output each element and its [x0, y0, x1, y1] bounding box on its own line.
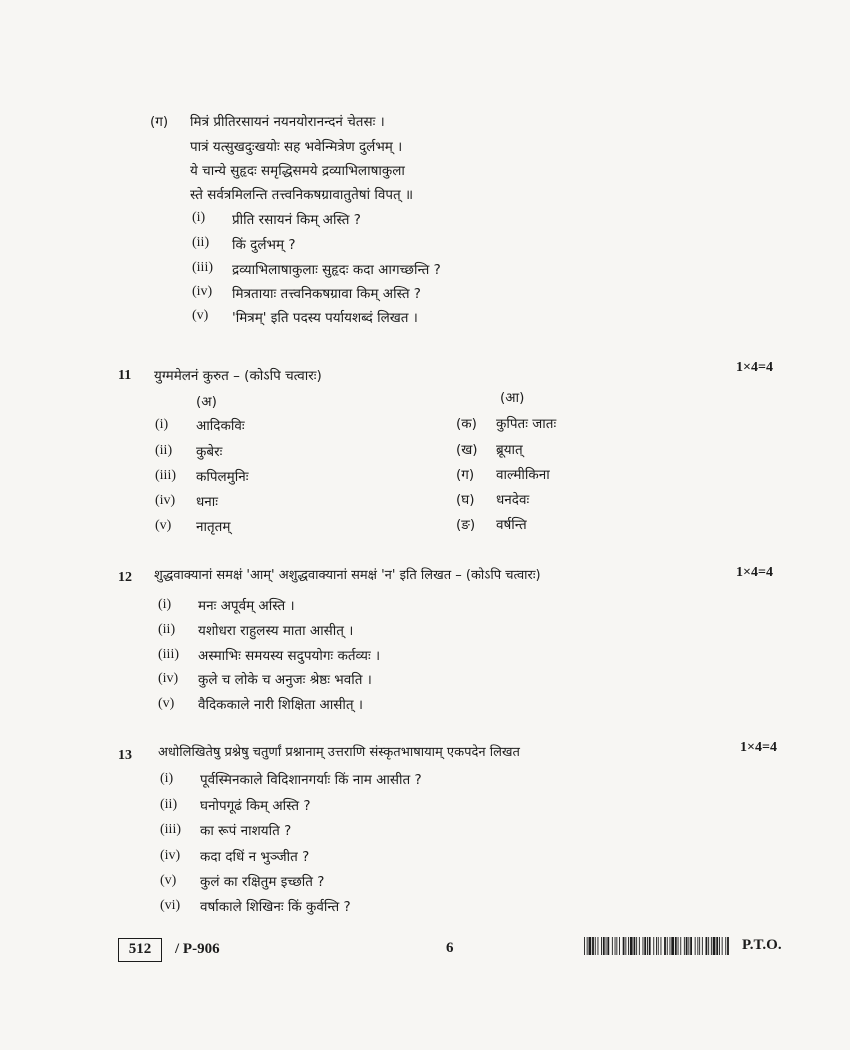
verse-line-3: ये चान्ये सुहृदः समृद्धिसमये द्रव्याभिलाषाकुला: [190, 163, 405, 179]
q13-item-text: घनोपगूढं किम् अस्ति ?: [200, 798, 311, 814]
q13-item-num: (i): [160, 771, 174, 786]
col-a-text: कुबेरः: [196, 444, 223, 460]
col-b-text: वर्षन्ति: [496, 517, 527, 533]
q13-item-num: (vi): [160, 898, 181, 913]
verse-line-4: स्ते सर्वत्रमिलन्ति तत्त्वनिकषग्रावातुतेषां विपत् ॥: [190, 187, 414, 203]
col-b-num: (घ): [456, 492, 475, 508]
col-b-heading: (आ): [500, 390, 525, 406]
q12-item-num: (iv): [158, 671, 179, 686]
col-a-num: (v): [155, 518, 172, 533]
q11-marks: 1×4=4: [736, 360, 773, 375]
col-b-text: कुपितः जातः: [496, 416, 557, 432]
q10-item-text: प्रीति रसायनं किम् अस्ति ?: [232, 212, 361, 228]
col-a-heading: (अ): [196, 394, 217, 410]
q11-number: 11: [118, 368, 132, 383]
verse-line-1: मित्रं प्रीतिरसायनं नयनयोरानन्दनं चेतसः ।: [190, 114, 385, 130]
col-a-text: धनाः: [196, 494, 219, 510]
q10-item-num: (iii): [192, 260, 213, 275]
q13-marks: 1×4=4: [740, 740, 777, 755]
q12-item-text: यशोधरा राहुलस्य माता आसीत् ।: [198, 623, 354, 639]
q12-item-num: (ii): [158, 622, 176, 637]
q12-item-num: (v): [158, 696, 175, 711]
q12-marks: 1×4=4: [736, 565, 773, 580]
q12-title: शुद्धवाक्यानां समक्षं 'आम्' अशुद्धवाक्यानां समक्षं 'न' इति लिखत – (कोऽपि चत्वारः): [154, 568, 541, 583]
q12-item-text: वैदिककाले नारी शिक्षिता आसीत् ।: [198, 697, 364, 713]
q10-item-text: 'मित्रम्' इति पदस्य पर्यायशब्दं लिखत ।: [232, 310, 418, 326]
q12-item-num: (iii): [158, 647, 179, 662]
col-a-num: (iii): [155, 468, 176, 483]
q13-item-num: (ii): [160, 797, 178, 812]
q10-item-text: किं दुर्लभम् ?: [232, 237, 296, 253]
q13-number: 13: [118, 748, 132, 763]
col-b-num: (ख): [456, 442, 478, 458]
q10-item-text: द्रव्याभिलाषाकुलाः सुहृदः कदा आगच्छन्ति ?: [232, 262, 441, 278]
page-number: 6: [446, 940, 454, 956]
col-a-num: (iv): [155, 493, 176, 508]
q13-item-text: वर्षाकाले शिखिनः किं कुर्वन्ति ?: [200, 899, 351, 915]
pto-label: P.T.O.: [742, 937, 782, 953]
q13-item-num: (iii): [160, 822, 181, 837]
col-b-text: ब्रूयात्: [496, 442, 523, 458]
q10-label: (ग): [150, 114, 169, 130]
q13-item-text: का रूपं नाशयति ?: [200, 823, 292, 839]
q12-item-text: मनः अपूर्वम् अस्ति ।: [198, 598, 295, 614]
q10-item-num: (iv): [192, 284, 213, 299]
q10-item-num: (v): [192, 308, 209, 323]
q13-title: अधोलिखितेषु प्रश्नेषु चतुर्णां प्रश्नानाम् उत्तराणि संस्कृतभाषायाम् एकपदेन लिखत: [158, 745, 520, 760]
col-a-text: नातृतम्: [196, 519, 231, 535]
q13-item-text: कुलं का रक्षितुम इच्छति ?: [200, 874, 325, 890]
q13-item-text: पूर्वस्मिनकाले विदिशानगर्याः किं नाम आसीत ?: [200, 772, 422, 788]
verse-line-2: पात्रं यत्सुखदुःखयोः सह भवेन्मित्रेण दुर्लभम् ।: [190, 139, 403, 155]
col-b-num: (ग): [456, 467, 475, 483]
col-a-text: कपिलमुनिः: [196, 469, 249, 485]
q12-number: 12: [118, 570, 132, 585]
q12-item-text: अस्माभिः समयस्य सदुपयोगः कर्तव्यः ।: [198, 648, 381, 664]
q13-item-num: (v): [160, 873, 177, 888]
col-b-num: (क): [456, 416, 477, 432]
paper-number: / P-906: [175, 941, 220, 957]
q11-title: युग्ममेलनं कुरुत – (कोऽपि चत्वारः): [154, 368, 322, 384]
barcode-icon: [584, 937, 730, 955]
col-a-num: (i): [155, 417, 169, 432]
col-b-text: धनदेवः: [496, 492, 530, 508]
q10-item-num: (ii): [192, 235, 210, 250]
q10-item-text: मित्रतायाः तत्त्वनिकषग्रावा किम् अस्ति ?: [232, 286, 421, 302]
col-a-num: (ii): [155, 443, 173, 458]
paper-code-box: 512: [118, 938, 162, 962]
col-b-num: (ङ): [456, 517, 476, 533]
q13-item-num: (iv): [160, 848, 181, 863]
q10-item-num: (i): [192, 210, 206, 225]
q12-item-text: कुले च लोके च अनुजः श्रेष्ठः भवति ।: [198, 672, 372, 688]
q13-item-text: कदा दधिं न भुञ्जीत ?: [200, 849, 310, 865]
col-b-text: वाल्मीकिना: [496, 467, 550, 483]
q12-item-num: (i): [158, 597, 172, 612]
col-a-text: आदिकविः: [196, 418, 245, 434]
